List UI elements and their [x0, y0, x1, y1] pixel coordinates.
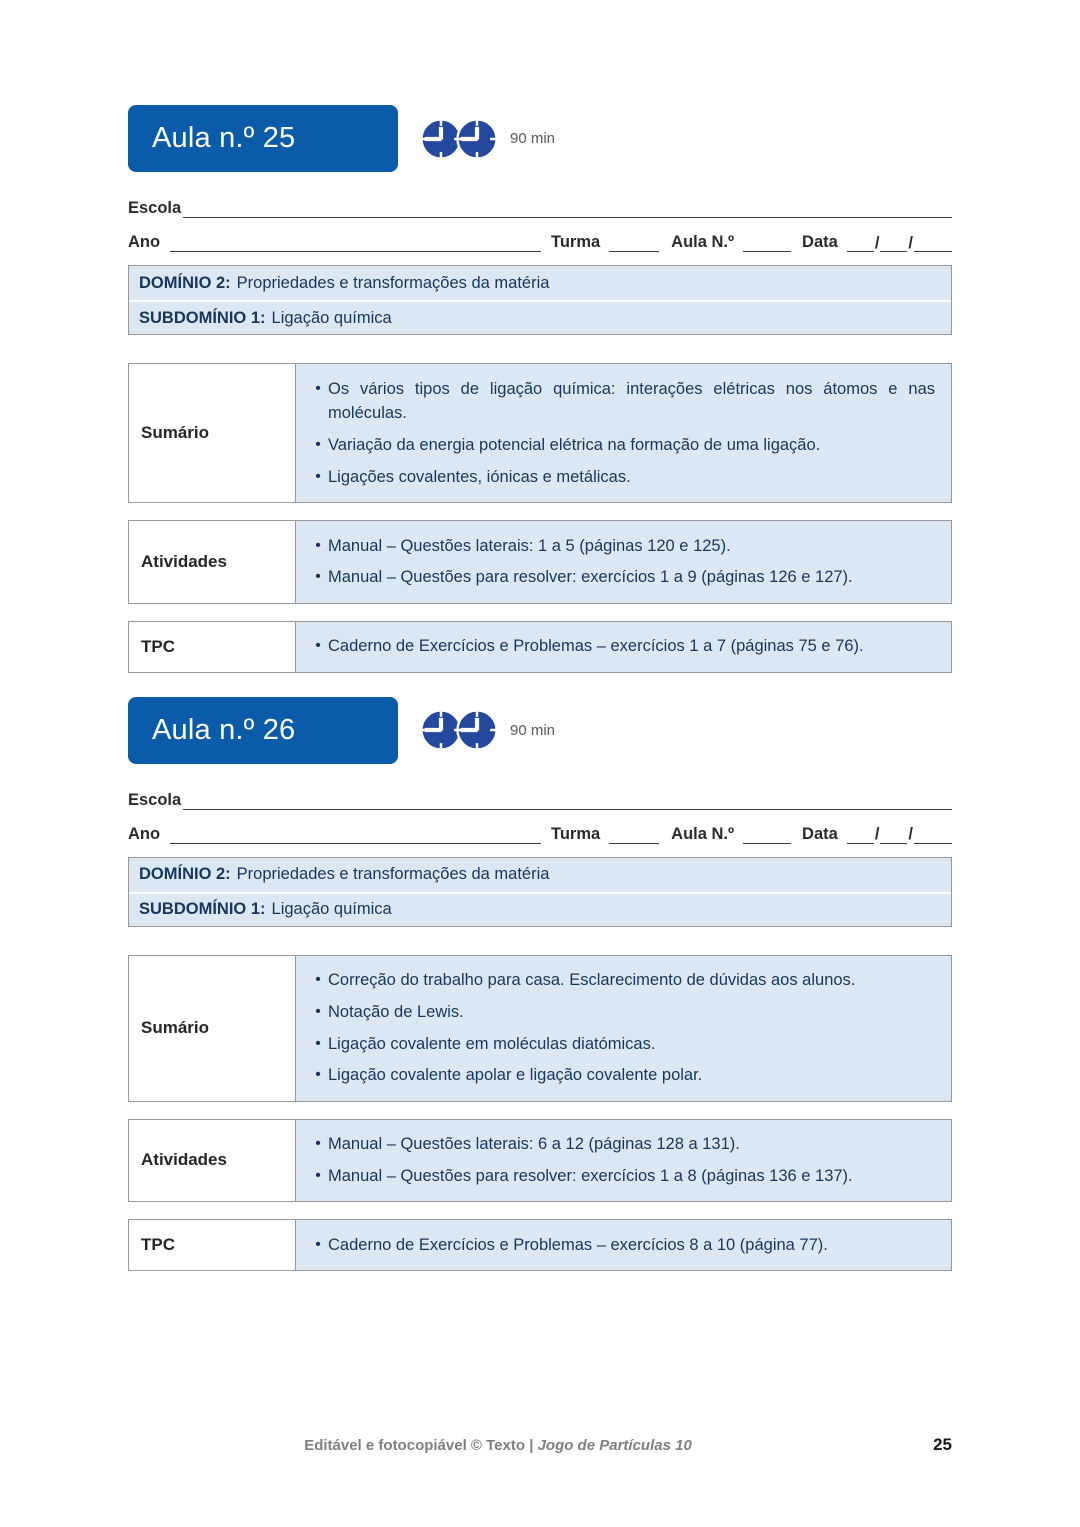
year-form-line — [128, 822, 952, 844]
bullet-icon: • — [315, 568, 321, 586]
year-label: Ano — [128, 233, 161, 252]
summary-label: Sumário — [129, 364, 296, 502]
lesson-block-25 — [128, 105, 952, 673]
date-slash: / — [874, 233, 880, 252]
bullet-icon: • — [315, 1166, 321, 1184]
summary-bullet: Correção do trabalho para casa. Esclarecimento de dúvidas aos alunos. — [328, 971, 856, 989]
list-item — [308, 534, 935, 559]
list-item — [308, 1032, 935, 1057]
list-item — [308, 1000, 935, 1025]
school-label: Escola — [128, 790, 182, 809]
subdomain-label: SUBDOMÍNIO 1: — [139, 900, 266, 918]
date-slash: / — [908, 825, 913, 844]
class-label: Turma — [550, 824, 601, 843]
bullet-icon: • — [315, 379, 321, 397]
activity-bullet: Manual – Questões laterais: 6 a 12 (páginas 128 a 131). — [328, 1135, 740, 1153]
summary-content — [296, 364, 951, 502]
list-item — [308, 1132, 935, 1157]
date-month-blank — [880, 232, 907, 252]
subdomain-text: Ligação química — [271, 308, 392, 327]
activities-content — [296, 1120, 951, 1202]
summary-bullet: Ligações covalentes, iónicas e metálicas. — [328, 467, 631, 486]
lesson-header — [128, 697, 952, 764]
lesson-no-label: Aula N.º — [671, 824, 735, 843]
domain-text: Propriedades e transformações da matéria — [236, 865, 550, 883]
bullet-icon: • — [315, 1135, 321, 1152]
activities-content — [296, 521, 951, 603]
clock-icon — [456, 118, 498, 160]
date-day-blank — [847, 232, 874, 252]
bullet-icon: • — [315, 971, 321, 988]
tpc-label: TPC — [129, 1220, 296, 1270]
summary-bullet: Notação de Lewis. — [328, 1002, 464, 1021]
tpc-table — [128, 621, 952, 673]
year-form-line — [128, 230, 952, 252]
activity-bullet: Manual – Questões para resolver: exercícios 1 a 9 (páginas 126 e 127). — [328, 568, 853, 587]
domain-row — [129, 858, 951, 892]
page-content — [128, 0, 952, 1271]
lesson-no-label: Aula N.º — [671, 233, 735, 252]
activities-table — [128, 520, 952, 604]
duration-indicator — [420, 709, 555, 751]
summary-label: Sumário — [129, 956, 296, 1101]
class-blank-field — [609, 232, 659, 252]
list-item — [308, 465, 935, 490]
school-label: Escola — [128, 199, 182, 218]
subdomain-label: SUBDOMÍNIO 1: — [139, 308, 266, 327]
list-item — [308, 565, 935, 590]
summary-table — [128, 955, 952, 1102]
class-label: Turma — [550, 233, 601, 252]
date-label: Data — [802, 233, 838, 252]
tpc-table — [128, 1219, 952, 1271]
summary-bullet: Os vários tipos de ligação química: interações elétricas nos átomos e nas moléculas. — [328, 379, 935, 423]
lesson-title-badge — [128, 105, 398, 172]
bullet-icon: • — [315, 467, 321, 485]
credit-text: Editável e fotocopiável © Texto | — [304, 1437, 538, 1454]
date-day-blank — [847, 824, 874, 844]
duration-indicator — [420, 118, 555, 160]
domain-table — [128, 857, 952, 927]
year-blank-field — [170, 232, 541, 252]
summary-bullet: Ligação covalente em moléculas diatómicas. — [328, 1034, 656, 1053]
school-form-line — [128, 788, 952, 810]
date-month-blank — [880, 824, 907, 844]
clock-icon — [456, 709, 498, 751]
tpc-bullet: Caderno de Exercícios e Problemas – exercícios 8 a 10 (página 77). — [328, 1235, 828, 1254]
date-slash: / — [908, 233, 913, 252]
list-item — [308, 1233, 935, 1258]
summary-bullet: Variação da energia potencial elétrica na formação de uma ligação. — [328, 436, 821, 454]
list-item — [308, 968, 935, 993]
duration-label: 90 min — [510, 130, 556, 147]
lesson-header — [128, 105, 952, 172]
page-footer — [128, 1437, 952, 1461]
bullet-icon: • — [315, 436, 321, 453]
date-slash: / — [874, 825, 880, 844]
list-item — [308, 377, 935, 427]
activity-bullet: Manual – Questões laterais: 1 a 5 (páginas 120 e 125). — [328, 536, 731, 555]
lesson-title-badge — [128, 697, 398, 764]
page-number: 25 — [933, 1435, 952, 1454]
summary-table — [128, 363, 952, 503]
school-form-line — [128, 196, 952, 218]
domain-text: Propriedades e transformações da matéria — [236, 273, 550, 292]
domain-label: DOMÍNIO 2: — [139, 273, 231, 292]
subdomain-text: Ligação química — [271, 900, 392, 918]
activities-table — [128, 1119, 952, 1203]
lesson-block-26 — [128, 697, 952, 1272]
bullet-icon: • — [315, 637, 321, 655]
tpc-label: TPC — [129, 622, 296, 672]
bullet-icon: • — [315, 1034, 321, 1052]
domain-row — [129, 266, 951, 300]
date-year-blank — [914, 232, 952, 252]
bullet-icon: • — [315, 1002, 321, 1020]
list-item — [308, 433, 935, 458]
list-item — [308, 1063, 935, 1088]
domain-table — [128, 265, 952, 335]
lesson-title: Aula n.º 26 — [152, 713, 296, 746]
lesson-no-blank-field — [743, 824, 791, 844]
tpc-content — [296, 622, 951, 672]
book-title: Jogo de Partículas 10 — [537, 1437, 692, 1454]
tpc-content — [296, 1220, 951, 1270]
activity-bullet: Manual – Questões para resolver: exercícios 1 a 8 (páginas 136 e 137). — [328, 1166, 853, 1185]
bullet-icon: • — [315, 1066, 321, 1084]
duration-label: 90 min — [510, 721, 556, 739]
bullet-icon: • — [315, 1235, 321, 1253]
copyright-credit — [86, 1437, 910, 1454]
year-blank-field — [170, 824, 541, 844]
date-year-blank — [914, 824, 952, 844]
domain-label: DOMÍNIO 2: — [139, 865, 231, 883]
subdomain-row — [129, 300, 951, 334]
year-label: Ano — [128, 824, 161, 843]
lesson-no-blank-field — [743, 232, 791, 252]
list-item — [308, 634, 935, 659]
activities-label: Atividades — [129, 521, 296, 603]
activities-label: Atividades — [129, 1120, 296, 1202]
lesson-title: Aula n.º 25 — [152, 122, 296, 154]
list-item — [308, 1164, 935, 1189]
school-blank-field — [183, 198, 952, 218]
summary-content — [296, 956, 951, 1101]
tpc-bullet: Caderno de Exercícios e Problemas – exercícios 1 a 7 (páginas 75 e 76). — [328, 637, 864, 656]
class-blank-field — [609, 824, 659, 844]
date-label: Data — [802, 824, 838, 843]
school-blank-field — [183, 790, 952, 810]
subdomain-row — [129, 892, 951, 926]
bullet-icon: • — [315, 536, 321, 554]
summary-bullet: Ligação covalente apolar e ligação covalente polar. — [328, 1066, 703, 1085]
